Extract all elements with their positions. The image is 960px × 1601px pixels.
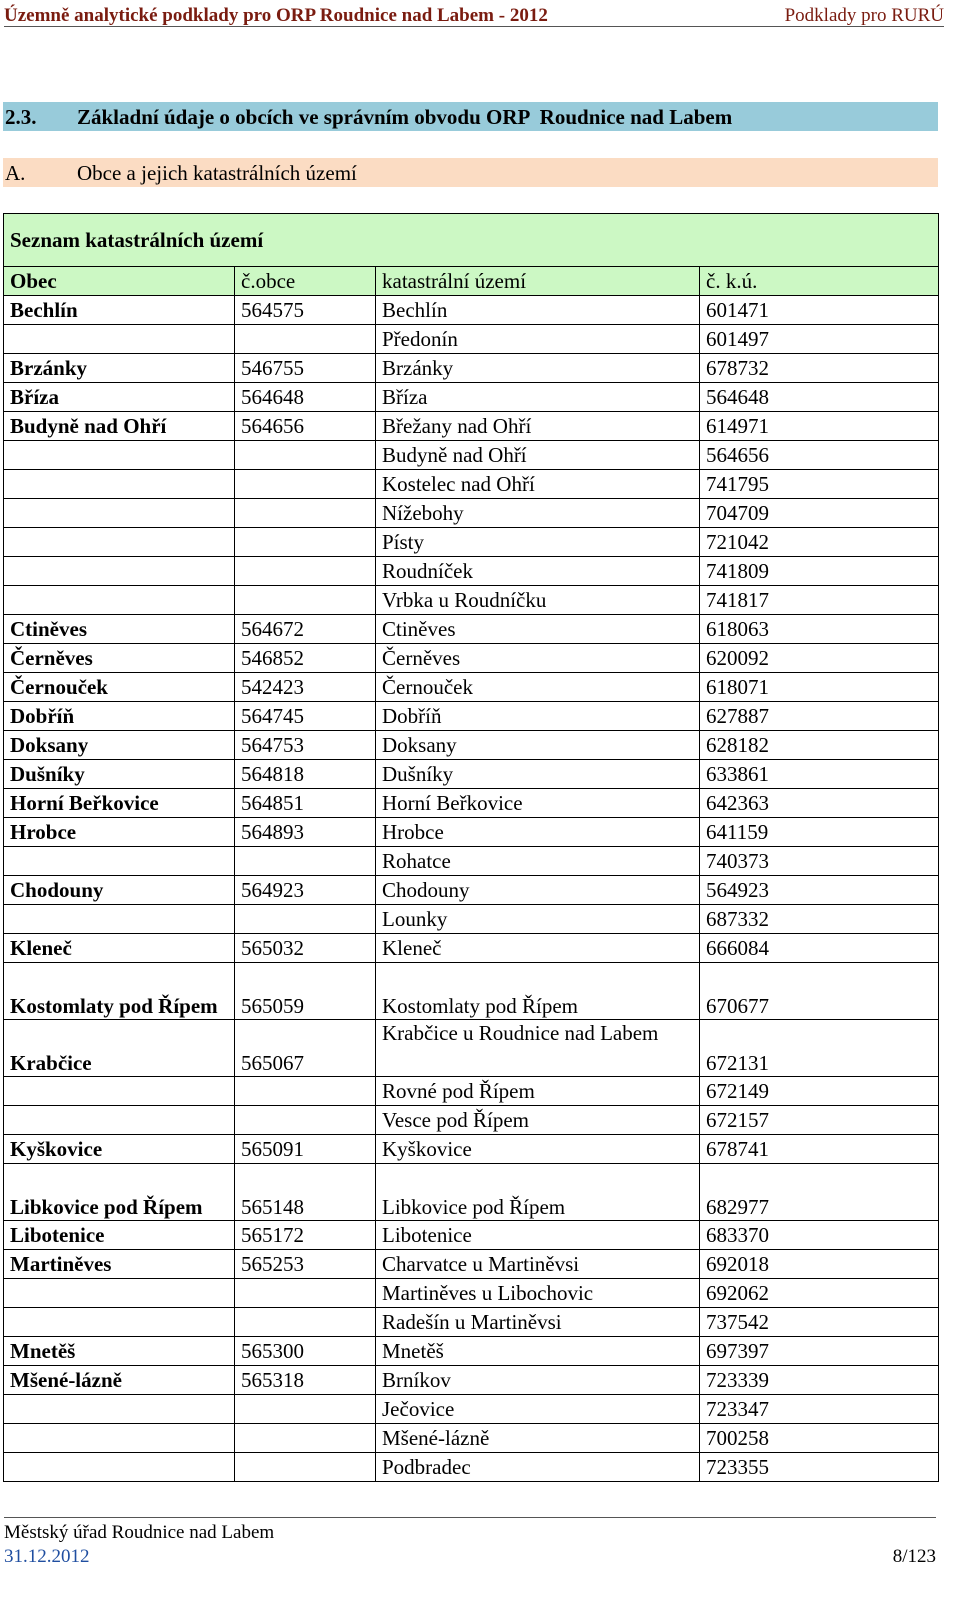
table-row xyxy=(4,354,939,383)
cell-obec xyxy=(4,847,235,876)
cell-cislo-ku: 672131 xyxy=(700,1020,939,1077)
table-row xyxy=(4,1308,939,1337)
cell-cislo-ku: 740373 xyxy=(700,847,939,876)
footer-date: 31.12.2012 xyxy=(4,1546,90,1567)
table-row xyxy=(4,934,939,963)
cell-cislo-ku: 678741 xyxy=(700,1135,939,1164)
subsection-title: Obce a jejich katastrálních území xyxy=(77,161,357,185)
cell-cislo-obce xyxy=(235,905,376,934)
cell-cislo-ku: 741795 xyxy=(700,470,939,499)
cell-katastralni-uzemi: Lounky xyxy=(376,905,700,934)
cell-katastralni-uzemi: Předonín xyxy=(376,325,700,354)
table-row xyxy=(4,1395,939,1424)
cell-katastralni-uzemi: Hrobce xyxy=(376,818,700,847)
cell-obec: Krabčice xyxy=(4,1020,235,1077)
cell-katastralni-uzemi: Černěves xyxy=(376,644,700,673)
cell-cislo-ku: 687332 xyxy=(700,905,939,934)
table-row xyxy=(4,528,939,557)
cell-obec xyxy=(4,325,235,354)
cell-cislo-obce: 564672 xyxy=(235,615,376,644)
cell-cislo-ku: 672157 xyxy=(700,1106,939,1135)
cell-cislo-ku: 704709 xyxy=(700,499,939,528)
cell-katastralni-uzemi: Roudníček xyxy=(376,557,700,586)
cell-cislo-obce xyxy=(235,1077,376,1106)
cell-cislo-obce xyxy=(235,1279,376,1308)
cell-cislo-ku: 618071 xyxy=(700,673,939,702)
cadastral-table xyxy=(3,213,939,1482)
table-row xyxy=(4,963,939,1020)
cell-cislo-obce: 564851 xyxy=(235,789,376,818)
cell-cislo-obce: 564745 xyxy=(235,702,376,731)
cell-obec: Brzánky xyxy=(4,354,235,383)
cell-obec: Ctiněves xyxy=(4,615,235,644)
cell-obec: Doksany xyxy=(4,731,235,760)
cell-cislo-ku: 620092 xyxy=(700,644,939,673)
table-row xyxy=(4,1366,939,1395)
table-row xyxy=(4,1020,939,1077)
cell-cislo-ku: 683370 xyxy=(700,1221,939,1250)
subsection-letter: A. xyxy=(5,161,26,185)
cell-katastralni-uzemi: Mnetěš xyxy=(376,1337,700,1366)
cell-cislo-obce: 564893 xyxy=(235,818,376,847)
cell-cislo-obce: 546755 xyxy=(235,354,376,383)
cell-obec: Mšené-lázně xyxy=(4,1366,235,1395)
cell-cislo-obce: 564818 xyxy=(235,760,376,789)
table-row xyxy=(4,1077,939,1106)
cell-cislo-ku: 633861 xyxy=(700,760,939,789)
section-heading xyxy=(3,102,938,131)
cell-cislo-obce: 565148 xyxy=(235,1164,376,1221)
table-row xyxy=(4,499,939,528)
table-row xyxy=(4,441,939,470)
cell-katastralni-uzemi: Bechlín xyxy=(376,296,700,325)
table-row xyxy=(4,702,939,731)
cell-cislo-ku: 564923 xyxy=(700,876,939,905)
cell-cislo-obce: 564923 xyxy=(235,876,376,905)
cell-obec: Libotenice xyxy=(4,1221,235,1250)
table-row xyxy=(4,1424,939,1453)
cell-cislo-ku: 670677 xyxy=(700,963,939,1020)
cell-katastralni-uzemi: Rovné pod Řípem xyxy=(376,1077,700,1106)
cell-obec: Horní Beřkovice xyxy=(4,789,235,818)
cell-cislo-obce xyxy=(235,1453,376,1482)
cell-cislo-ku: 692018 xyxy=(700,1250,939,1279)
cell-katastralni-uzemi: Rohatce xyxy=(376,847,700,876)
table-row xyxy=(4,557,939,586)
page-footer xyxy=(4,1517,936,1567)
page-header xyxy=(4,2,944,27)
cell-obec: Dušníky xyxy=(4,760,235,789)
cell-cislo-ku: 666084 xyxy=(700,934,939,963)
cell-cislo-obce: 565091 xyxy=(235,1135,376,1164)
cell-katastralni-uzemi: Horní Beřkovice xyxy=(376,789,700,818)
cell-cislo-obce xyxy=(235,1395,376,1424)
cell-cislo-obce: 546852 xyxy=(235,644,376,673)
cell-cislo-obce: 542423 xyxy=(235,673,376,702)
cell-cislo-obce xyxy=(235,499,376,528)
cell-katastralni-uzemi: Bříza xyxy=(376,383,700,412)
cell-cislo-ku: 692062 xyxy=(700,1279,939,1308)
cell-obec: Bechlín xyxy=(4,296,235,325)
cell-obec: Budyně nad Ohří xyxy=(4,412,235,441)
cell-cislo-obce: 565253 xyxy=(235,1250,376,1279)
cell-katastralni-uzemi: Kleneč xyxy=(376,934,700,963)
table-row xyxy=(4,731,939,760)
cell-katastralni-uzemi: Mšené-lázně xyxy=(376,1424,700,1453)
subsection-heading xyxy=(3,158,938,187)
table-header-row xyxy=(4,267,939,296)
table-row xyxy=(4,876,939,905)
cell-obec: Černouček xyxy=(4,673,235,702)
table-row xyxy=(4,905,939,934)
cell-obec xyxy=(4,1279,235,1308)
table-row xyxy=(4,644,939,673)
cell-obec xyxy=(4,441,235,470)
cell-cislo-obce xyxy=(235,847,376,876)
cell-cislo-ku: 564648 xyxy=(700,383,939,412)
cell-katastralni-uzemi: Vesce pod Řípem xyxy=(376,1106,700,1135)
table-row xyxy=(4,1164,939,1221)
cell-cislo-ku: 678732 xyxy=(700,354,939,383)
cell-cislo-ku: 741817 xyxy=(700,586,939,615)
cell-cislo-ku: 723339 xyxy=(700,1366,939,1395)
table-row xyxy=(4,1106,939,1135)
cell-cislo-obce xyxy=(235,1308,376,1337)
cell-katastralni-uzemi: Podbradec xyxy=(376,1453,700,1482)
cell-cislo-ku: 682977 xyxy=(700,1164,939,1221)
table-row xyxy=(4,789,939,818)
cell-obec xyxy=(4,1395,235,1424)
cell-obec: Kostomlaty pod Řípem xyxy=(4,963,235,1020)
cell-katastralni-uzemi: Vrbka u Roudníčku xyxy=(376,586,700,615)
cell-katastralni-uzemi: Krabčice u Roudnice nad Labem xyxy=(376,1020,700,1077)
cell-obec: Mnetěš xyxy=(4,1337,235,1366)
column-header-cislo-obce: č.obce xyxy=(235,267,376,296)
table-caption-row xyxy=(4,214,939,267)
cell-obec: Hrobce xyxy=(4,818,235,847)
table-body xyxy=(4,214,939,1482)
cell-katastralni-uzemi: Budyně nad Ohří xyxy=(376,441,700,470)
cell-cislo-ku: 723347 xyxy=(700,1395,939,1424)
cell-cislo-obce: 565318 xyxy=(235,1366,376,1395)
footer-office: Městský úřad Roudnice nad Labem xyxy=(4,1522,275,1543)
cell-katastralni-uzemi: Radešín u Martiněvsi xyxy=(376,1308,700,1337)
cell-cislo-ku: 741809 xyxy=(700,557,939,586)
cell-obec: Chodouny xyxy=(4,876,235,905)
cell-katastralni-uzemi: Kostelec nad Ohří xyxy=(376,470,700,499)
table-row xyxy=(4,325,939,354)
cell-cislo-obce: 564648 xyxy=(235,383,376,412)
cell-katastralni-uzemi: Nížebohy xyxy=(376,499,700,528)
table-row xyxy=(4,1221,939,1250)
cell-katastralni-uzemi: Břežany nad Ohří xyxy=(376,412,700,441)
table-row xyxy=(4,847,939,876)
table-row xyxy=(4,1250,939,1279)
table-row xyxy=(4,760,939,789)
cell-obec xyxy=(4,905,235,934)
column-header-cislo-ku: č. k.ú. xyxy=(700,267,939,296)
cell-obec xyxy=(4,1308,235,1337)
cell-katastralni-uzemi: Ječovice xyxy=(376,1395,700,1424)
column-header-obec: Obec xyxy=(4,267,235,296)
cell-katastralni-uzemi: Kostomlaty pod Řípem xyxy=(376,963,700,1020)
cell-obec xyxy=(4,557,235,586)
cell-obec xyxy=(4,528,235,557)
document-subtitle: Podklady pro RURÚ xyxy=(784,5,944,26)
cell-cislo-obce: 565172 xyxy=(235,1221,376,1250)
cell-cislo-obce xyxy=(235,1424,376,1453)
cell-cislo-ku: 618063 xyxy=(700,615,939,644)
cell-cislo-ku: 564656 xyxy=(700,441,939,470)
cell-katastralni-uzemi: Dušníky xyxy=(376,760,700,789)
table-row xyxy=(4,818,939,847)
cell-obec: Libkovice pod Řípem xyxy=(4,1164,235,1221)
cell-cislo-ku: 601471 xyxy=(700,296,939,325)
cell-cislo-obce xyxy=(235,470,376,499)
table-row xyxy=(4,470,939,499)
cell-katastralni-uzemi: Ctiněves xyxy=(376,615,700,644)
table-row xyxy=(4,412,939,441)
table-row xyxy=(4,1453,939,1482)
table-row xyxy=(4,615,939,644)
cell-katastralni-uzemi: Černouček xyxy=(376,673,700,702)
cell-obec: Kyškovice xyxy=(4,1135,235,1164)
cell-obec xyxy=(4,586,235,615)
cell-cislo-obce xyxy=(235,441,376,470)
cell-cislo-ku: 641159 xyxy=(700,818,939,847)
cell-obec xyxy=(4,1106,235,1135)
cell-obec: Martiněves xyxy=(4,1250,235,1279)
cell-cislo-obce: 564753 xyxy=(235,731,376,760)
cell-katastralni-uzemi: Chodouny xyxy=(376,876,700,905)
cell-cislo-obce: 565032 xyxy=(235,934,376,963)
table-row xyxy=(4,383,939,412)
cell-katastralni-uzemi: Doksany xyxy=(376,731,700,760)
cell-obec xyxy=(4,1077,235,1106)
cell-cislo-obce xyxy=(235,586,376,615)
cell-katastralni-uzemi: Brzánky xyxy=(376,354,700,383)
cell-obec: Kleneč xyxy=(4,934,235,963)
table-row xyxy=(4,1279,939,1308)
cell-cislo-ku: 642363 xyxy=(700,789,939,818)
cell-obec: Černěves xyxy=(4,644,235,673)
table-row xyxy=(4,296,939,325)
cell-cislo-obce: 565059 xyxy=(235,963,376,1020)
table-row xyxy=(4,1135,939,1164)
cell-katastralni-uzemi: Dobříň xyxy=(376,702,700,731)
cell-cislo-ku: 601497 xyxy=(700,325,939,354)
cell-cislo-ku: 721042 xyxy=(700,528,939,557)
cell-katastralni-uzemi: Charvatce u Martiněvsi xyxy=(376,1250,700,1279)
table-row xyxy=(4,1337,939,1366)
section-title: Základní údaje o obcích ve správním obvodu ORP Roudnice nad Labem xyxy=(77,105,733,129)
cell-cislo-obce xyxy=(235,325,376,354)
cell-cislo-obce: 564656 xyxy=(235,412,376,441)
cell-obec xyxy=(4,470,235,499)
cell-cislo-ku: 723355 xyxy=(700,1453,939,1482)
cell-cislo-ku: 697397 xyxy=(700,1337,939,1366)
table-caption: Seznam katastrálních území xyxy=(4,214,939,267)
cell-cislo-ku: 700258 xyxy=(700,1424,939,1453)
cell-obec: Bříza xyxy=(4,383,235,412)
cell-obec: Dobříň xyxy=(4,702,235,731)
cell-obec xyxy=(4,499,235,528)
column-header-katastralni-uzemi: katastrální území xyxy=(376,267,700,296)
footer-page-number: 8/123 xyxy=(892,1546,936,1567)
table-row xyxy=(4,586,939,615)
section-number: 2.3. xyxy=(5,105,37,129)
cell-cislo-ku: 737542 xyxy=(700,1308,939,1337)
cell-cislo-ku: 672149 xyxy=(700,1077,939,1106)
cell-cislo-obce xyxy=(235,528,376,557)
cell-katastralni-uzemi: Martiněves u Libochovic xyxy=(376,1279,700,1308)
cell-katastralni-uzemi: Libotenice xyxy=(376,1221,700,1250)
cell-katastralni-uzemi: Písty xyxy=(376,528,700,557)
cell-cislo-ku: 627887 xyxy=(700,702,939,731)
cell-cislo-ku: 614971 xyxy=(700,412,939,441)
cell-katastralni-uzemi: Libkovice pod Řípem xyxy=(376,1164,700,1221)
cell-cislo-obce xyxy=(235,1106,376,1135)
cell-cislo-obce xyxy=(235,557,376,586)
cell-cislo-obce: 565300 xyxy=(235,1337,376,1366)
cell-cislo-ku: 628182 xyxy=(700,731,939,760)
cell-cislo-obce: 565067 xyxy=(235,1020,376,1077)
cell-katastralni-uzemi: Brníkov xyxy=(376,1366,700,1395)
cell-katastralni-uzemi: Kyškovice xyxy=(376,1135,700,1164)
cell-cislo-obce: 564575 xyxy=(235,296,376,325)
table-row xyxy=(4,673,939,702)
cell-obec xyxy=(4,1453,235,1482)
cell-obec xyxy=(4,1424,235,1453)
document-title: Územně analytické podklady pro ORP Roudnice nad Labem - 2012 xyxy=(4,5,548,26)
